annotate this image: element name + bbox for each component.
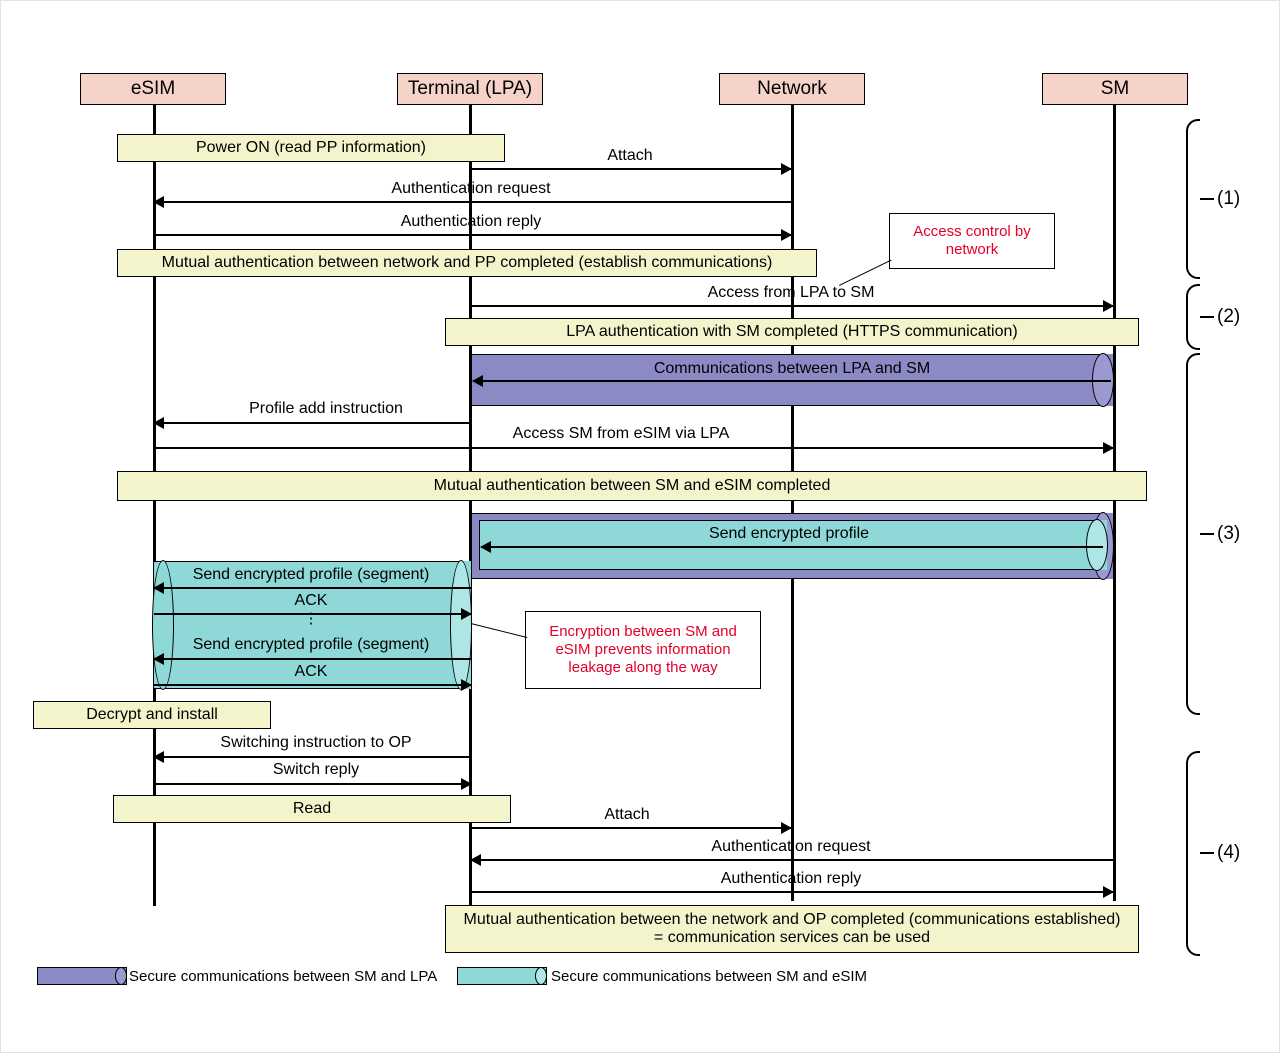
label-switch-instruction — [161, 734, 471, 752]
callout-encryption-note-label: Encryption between SM and eSIM prevents information leakage along the way — [549, 623, 737, 676]
step-2-label — [1217, 306, 1240, 328]
callout-access-control — [889, 213, 1055, 269]
label-attach-2-text: Attach — [604, 806, 650, 823]
label-send-profile-seg-2-text: Send encrypted profile (segment) — [192, 636, 430, 653]
callout-access-control-leader — [839, 260, 892, 286]
step-3-label — [1217, 523, 1240, 545]
actor-esim-label: eSIM — [130, 78, 176, 99]
label-send-profile-seg-1-text: Send encrypted profile (segment) — [192, 566, 430, 583]
note-mutual-auth-op — [445, 905, 1139, 953]
step-3-text: (3) — [1217, 523, 1241, 544]
label-auth-reply-2-text: Authentication reply — [720, 870, 862, 887]
label-profile-add-text: Profile add instruction — [249, 400, 403, 417]
arrow-switch-reply — [154, 783, 471, 785]
label-ack-2-text: ACK — [294, 663, 328, 680]
label-auth-request-2 — [641, 838, 941, 856]
brace-step-4 — [1186, 751, 1200, 956]
ellipsis-text: ⋮ — [303, 610, 319, 627]
label-send-profile-seg-1 — [161, 566, 461, 584]
label-attach-1-text: Attach — [607, 147, 653, 164]
arrow-send-encrypted-profile — [481, 546, 1103, 548]
channel-send-encrypted-profile-text: Send encrypted profile — [708, 525, 870, 542]
actor-terminal-label: Terminal (LPA) — [407, 78, 533, 99]
note-mutual-auth-op-line1: Mutual authentication between the network and OP completed (communications established) — [463, 910, 1121, 928]
channel-comm-lpa-sm-text: Communications between LPA and SM — [653, 360, 931, 377]
note-lpa-auth-sm — [445, 318, 1139, 346]
note-read-label: Read — [292, 799, 332, 817]
brace-step-2 — [1186, 284, 1200, 350]
label-switch-reply-text: Switch reply — [272, 761, 360, 778]
label-switch-reply — [161, 761, 471, 779]
arrow-attach-2 — [471, 827, 791, 829]
step-4-dash — [1200, 852, 1214, 854]
note-mutual-auth-pp — [117, 249, 817, 277]
label-access-lpa-sm — [641, 284, 941, 302]
step-3-dash — [1200, 533, 1214, 535]
step-4-text: (4) — [1217, 842, 1241, 863]
lifeline-sm — [1113, 101, 1116, 901]
callout-encryption-note — [525, 611, 761, 689]
step-1-text: (1) — [1217, 188, 1241, 209]
channel-send-encrypted-profile-label — [479, 525, 1099, 543]
actor-sm-label: SM — [1100, 78, 1130, 99]
brace-step-3 — [1186, 353, 1200, 715]
arrow-access-lpa-sm — [471, 305, 1113, 307]
label-attach-2 — [567, 806, 687, 824]
legend-swatch-sm-lpa — [37, 967, 127, 985]
label-ack-1 — [161, 592, 461, 610]
note-mutual-auth-sm-esim — [117, 471, 1147, 501]
label-auth-request-1-text: Authentication request — [391, 180, 551, 197]
legend-label-sm-lpa-text: Secure communications between SM and LPA — [129, 968, 438, 985]
label-ack-1-text: ACK — [294, 592, 328, 609]
arrow-switch-instruction — [154, 756, 471, 758]
label-auth-reply-1 — [331, 213, 611, 231]
brace-step-1 — [1186, 119, 1200, 279]
legend-label-sm-esim-text: Secure communications between SM and eSIM — [551, 968, 867, 985]
arrow-auth-request-2 — [471, 859, 1113, 861]
step-4-label — [1217, 842, 1240, 864]
lifeline-network — [791, 101, 794, 901]
note-power-on-label: Power ON (read PP information) — [195, 138, 426, 156]
label-profile-add — [181, 400, 471, 418]
channel-comm-lpa-sm-label — [471, 360, 1113, 378]
actor-esim — [80, 73, 226, 105]
arrow-auth-request-1 — [154, 201, 791, 203]
arrow-profile-add — [154, 422, 471, 424]
arrow-send-profile-seg-1 — [154, 587, 471, 589]
note-mutual-auth-op-line2: = communication services can be used — [653, 929, 931, 946]
actor-network — [719, 73, 865, 105]
label-auth-reply-2 — [646, 870, 936, 888]
arrow-send-profile-seg-2 — [154, 658, 471, 660]
label-access-lpa-sm-text: Access from LPA to SM — [707, 284, 875, 301]
legend-swatch-sm-lpa-cap — [115, 967, 127, 985]
callout-encryption-leader — [471, 623, 528, 638]
label-access-sm-esim-text: Access SM from eSIM via LPA — [512, 425, 730, 442]
note-lpa-auth-sm-label: LPA authentication with SM completed (HTTPS communication) — [566, 322, 1018, 340]
actor-network-label: Network — [757, 78, 827, 99]
lifeline-esim — [153, 101, 156, 906]
actor-terminal — [397, 73, 543, 105]
note-power-on — [117, 134, 505, 162]
step-2-dash — [1200, 316, 1214, 318]
label-access-sm-esim — [421, 425, 821, 443]
step-1-label — [1217, 188, 1240, 210]
legend-swatch-sm-esim — [457, 967, 547, 985]
legend-label-sm-esim — [551, 968, 867, 985]
step-2-text: (2) — [1217, 306, 1241, 327]
note-read — [113, 795, 511, 823]
arrow-comm-lpa-sm — [473, 380, 1111, 382]
arrow-auth-reply-2 — [471, 891, 1113, 893]
label-attach-1 — [570, 147, 690, 165]
label-auth-reply-1-text: Authentication reply — [400, 213, 542, 230]
arrow-ack-2 — [154, 684, 471, 686]
note-mutual-auth-pp-label: Mutual authentication between network and PP completed (establish communications) — [161, 253, 773, 271]
note-decrypt-install-label: Decrypt and install — [86, 705, 218, 723]
label-auth-request-2-text: Authentication request — [711, 838, 871, 855]
arrow-attach-1 — [471, 168, 791, 170]
legend-label-sm-lpa — [129, 968, 437, 985]
label-switch-instruction-text: Switching instruction to OP — [220, 734, 412, 751]
actor-sm — [1042, 73, 1188, 105]
arrow-auth-reply-1 — [154, 234, 791, 236]
note-decrypt-install — [33, 701, 271, 729]
label-ack-2 — [161, 663, 461, 681]
callout-access-control-label: Access control by network — [913, 223, 1031, 258]
step-1-dash — [1200, 198, 1214, 200]
label-send-profile-seg-2 — [161, 636, 461, 654]
arrow-access-sm-esim — [154, 447, 1113, 449]
label-auth-request-1 — [326, 180, 616, 198]
legend-swatch-sm-esim-cap — [535, 967, 547, 985]
note-mutual-auth-sm-esim-label: Mutual authentication between SM and eSIM completed — [433, 476, 831, 494]
ellipsis-segments — [161, 610, 461, 627]
